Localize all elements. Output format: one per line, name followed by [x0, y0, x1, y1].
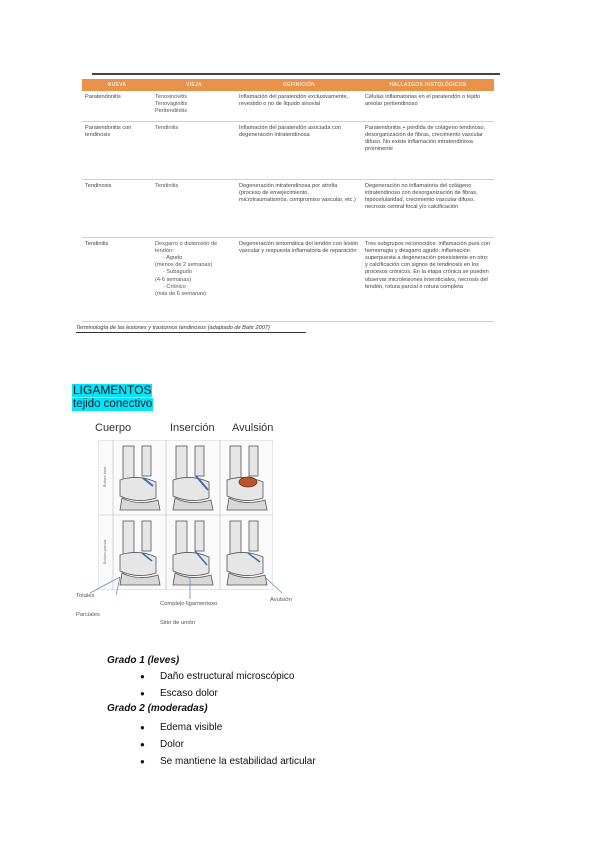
cell-nueva: Paratendonitis con tendinosis [82, 121, 152, 179]
list-item: ● Edema visible [140, 719, 316, 736]
cell-vieja: Tendinitis [152, 121, 236, 179]
header-vieja: VIEJA [152, 79, 236, 91]
list-item: ● Daño estructural microscópico [140, 668, 295, 685]
cell-vieja: Tenosinovitis Tenovaginitis Peritendinitis [152, 91, 236, 121]
table-header-row [82, 79, 494, 91]
cell-vieja: Tendinitis [152, 179, 236, 237]
header-hallazgos: HALLAZGOS HISTOLÓGICOS [362, 79, 494, 91]
cell-hallazgos: Tres subgrupos reconocidos: inflamación pura con hemorragia y desgarro agudo; inflamación superpuesta a degeneración preexistente en otro; y calcificación con signos de tendinosis en los procesos crónicos. En la etapa crónica se pueden observar microlesiones intersticiales, necrosis del tendón, rotura parcial o rotura completa [362, 237, 494, 321]
ligament-injury-figure [98, 440, 273, 590]
cell-nueva: Tendinitis [82, 237, 152, 321]
row-label-partial: Rotura parcial [102, 539, 107, 565]
label-totales: Totales [76, 593, 95, 599]
label-complejo-ligamentoso: Complejo ligamentoso [160, 601, 218, 607]
label-sitio-de-union: Sitio de unión [160, 620, 196, 626]
table-row [82, 91, 494, 121]
cell-hallazgos: Paratendonitis + pérdida de colágeno tendinoso, desorganización de fibras, crecimiento vascular difuso. No existe inflamación intratendinosa prominente [362, 121, 494, 179]
grade-1-list [140, 668, 295, 702]
table-caption: Terminología de las lesiones y trastornos tendinosos (adaptado de Bahr 2007) [76, 325, 306, 333]
section-heading: LIGAMENTOS [73, 383, 152, 397]
table-row [82, 121, 494, 179]
grade-2-list [140, 719, 316, 770]
figure-pointer-lines [60, 575, 300, 615]
list-item: ● Escaso dolor [140, 685, 295, 702]
top-rule [92, 73, 500, 75]
cell-vieja: Desgarro o distensión de tendón: - Agudo (menos de 2 semanas) - Subagudo (4-6 semanas) - Crónico (más de 6 semanas) [152, 237, 236, 321]
label-parciales: Parciales [76, 612, 100, 618]
column-label-cuerpo: Cuerpo [95, 422, 132, 434]
cell-definicion: Inflamación del paratendón exclusivamente, revestido o no de líquido sinovial [236, 91, 362, 121]
terminology-table [82, 79, 494, 322]
list-item: ● Se mantiene la estabilidad articular [140, 753, 316, 770]
cell-hallazgos: Degeneración no inflamatoria del colágeno intratendinoso con desorganización de fibras, hipocelularidad, crecimiento vascular difuso, necrosis central focal y/o calcificación [362, 179, 494, 237]
column-label-insercion: Inserción [170, 422, 215, 434]
header-definicion: DEFINICIÓN [236, 79, 362, 91]
column-label-avulsion: Avulsión [232, 422, 274, 434]
row-label-total: Rotura total [102, 466, 107, 488]
cell-nueva: Paratendonitis [82, 91, 152, 121]
cell-definicion: Inflamación del paratendón asociada con degeneración intratendinosa [236, 121, 362, 179]
label-avulsion: Avulsión [270, 597, 292, 603]
cell-definicion: Degeneración intratendinosa por atrofia (proceso de envejecimiento, microtraumatismos, compromiso vascular, etc.) [236, 179, 362, 237]
cell-definicion: Degeneración sintomática del tendón con lesión vascular y respuesta inflamatoria de reparación [236, 237, 362, 321]
ankle-illustration-grid [98, 440, 273, 590]
list-item: ● Dolor [140, 736, 316, 753]
cell-hallazgos: Células inflamatorias en el paratendón o tejido areolar peritendinoso [362, 91, 494, 121]
grade-2-title: Grado 2 (moderadas) [107, 703, 208, 714]
table-row [82, 179, 494, 237]
cell-nueva: Tendinosis [82, 179, 152, 237]
table-row [82, 237, 494, 321]
section-subheading: tejido conectivo [73, 398, 153, 410]
grade-1-title: Grado 1 (leves) [107, 655, 180, 666]
header-nueva: NUEVA [82, 79, 152, 91]
